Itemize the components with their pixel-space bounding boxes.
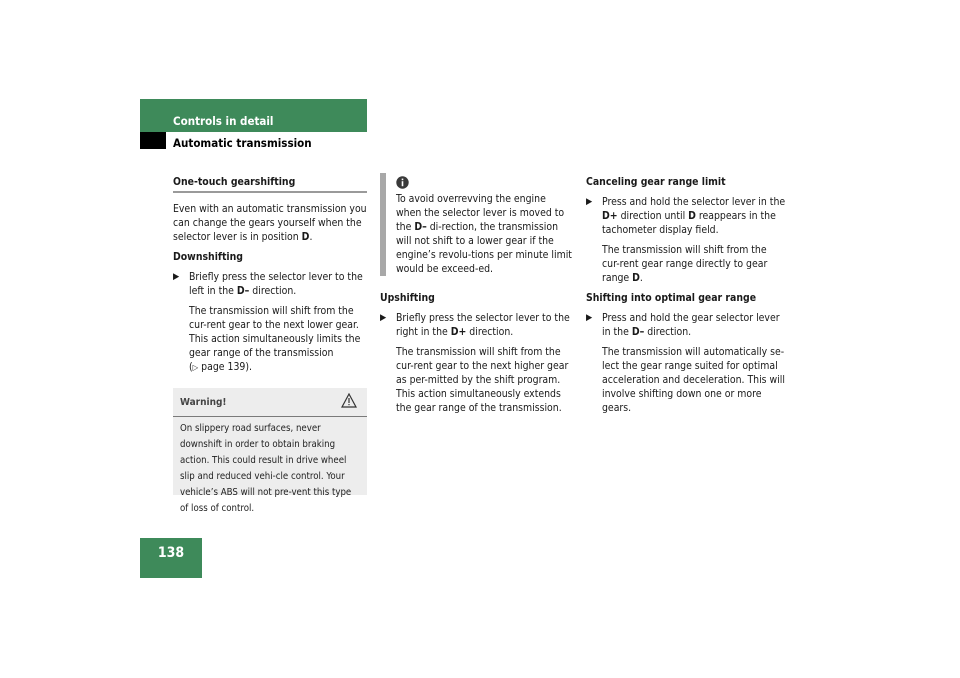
heading-upshifting: Upshifting xyxy=(380,292,435,304)
step-arrow-icon: ▶ xyxy=(586,313,593,323)
result-upshift: The transmission will shift from the cur-rent gear to the next higher gear as per-mitted by the shift program. This action simultaneously extends the gear range of the transmission. xyxy=(396,346,569,414)
result-optimal-range: The transmission will automatically se-lect the gear range suited for optimal acceleration and deceleration. This will involve shifting down one or more gears. xyxy=(602,346,785,414)
chapter-title: Controls in detail xyxy=(173,114,274,128)
warning-triangle-icon xyxy=(341,393,357,412)
step-optimal-range: ▶ Press and hold the gear selector lever in the D– direction. xyxy=(586,312,780,338)
step-arrow-icon: ▶ xyxy=(380,313,387,323)
warning-box xyxy=(173,388,367,514)
heading-downshifting: Downshifting xyxy=(173,251,243,263)
heading-optimal-range: Shifting into optimal gear range xyxy=(586,292,757,304)
page-reference-link[interactable]: page 139). xyxy=(198,361,252,373)
page-ref-arrow-icon: ▷ xyxy=(192,363,199,372)
note-bar xyxy=(380,173,386,276)
column-left xyxy=(173,175,367,381)
section-title: Automatic transmission xyxy=(173,136,312,150)
warning-rule xyxy=(173,416,367,417)
step-upshift: ▶ Briefly press the selector lever to the right in the D+ direction. xyxy=(380,312,570,338)
heading-one-touch: One-touch gearshifting xyxy=(173,176,296,188)
result-cancel-limit: The transmission will shift from the cur-rent gear range directly to gear range D. xyxy=(602,244,768,284)
step-downshift: ▶ Briefly press the selector lever to the left in the D– direction. xyxy=(173,271,363,297)
info-icon xyxy=(396,176,409,193)
section-marker xyxy=(140,132,166,149)
column-right xyxy=(586,175,786,421)
result-downshift: The transmission will shift from the cur-rent gear to the next lower gear. This action simultaneously limits the gear range of the transmission (▷ page 139). xyxy=(189,305,361,373)
warning-text: On slippery road surfaces, never downshift in order to obtain braking action. This could result in drive wheel slip and reduced vehi-cle control. Your vehicle’s ABS will not pre-vent this type of loss of control. xyxy=(180,423,352,514)
heading-cancel-limit: Canceling gear range limit xyxy=(586,176,726,188)
page-number: 138 xyxy=(157,545,185,561)
note-text: To avoid overrevving the engine when the selector lever is moved to the D– di-rection, the transmission will not shift to a lower gear if the engine’s revolu-tions per minute limit would be exceed-ed. xyxy=(396,193,572,275)
heading-rule xyxy=(173,191,367,193)
step-arrow-icon: ▶ xyxy=(173,272,180,282)
step-cancel-limit: ▶ Press and hold the selector lever in the D+ direction until D reappears in the tachometer display field. xyxy=(586,196,786,236)
column-middle xyxy=(380,291,574,421)
warning-title: Warning! xyxy=(180,397,227,408)
intro-paragraph: Even with an automatic transmission you can change the gears yourself when the selector lever is in position D. xyxy=(173,203,367,243)
step-arrow-icon: ▶ xyxy=(586,197,593,207)
